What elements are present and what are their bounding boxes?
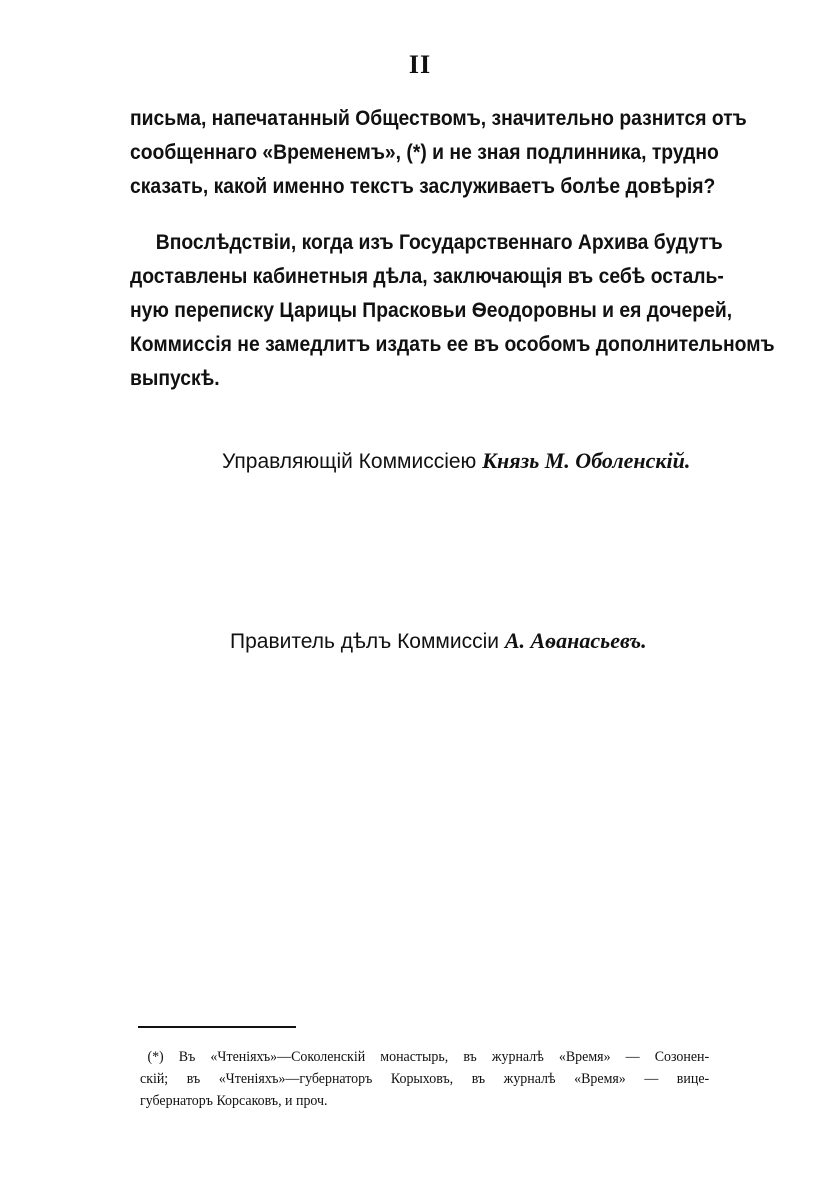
text-line: Коммиссія не замедлитъ издать ее въ особомъ дополнительномъ — [130, 333, 775, 356]
footnote-line: (*) Въ «Чтеніяхъ»—Соколенскій монастырь, въ журналѣ «Время» — Созонен- — [147, 1049, 710, 1065]
signature-role: Правитель дѣлъ Коммиссіи — [230, 630, 499, 653]
paragraph-supplement-notice — [130, 226, 775, 396]
text-line: доставлены кабинетныя дѣла, заключающія въ себѣ осталь- — [130, 265, 724, 288]
text-line: Впослѣдствіи, когда изъ Государственнаго Архива будутъ — [155, 231, 723, 254]
paragraph-continuation — [130, 102, 747, 204]
text-line: ную переписку Царицы Прасковьи Ѳеодоровны и ея дочерей, — [130, 299, 733, 322]
footnote — [140, 1046, 709, 1112]
footnote-line: губернаторъ Корсаковъ, и проч. — [140, 1093, 328, 1109]
text-line: сказать, какой именно текстъ заслуживаетъ болѣе довѣрія? — [130, 175, 716, 198]
text-line: письма, напечатанный Обществомъ, значительно разнится отъ — [130, 107, 747, 130]
text-line: сообщеннаго «Временемъ», (*) и не зная подлинника, трудно — [130, 141, 719, 164]
page-number: II — [408, 50, 432, 79]
signature-name: Князь М. Оболенскій. — [482, 448, 691, 473]
text-line: выпускѣ. — [130, 367, 220, 390]
signature-role: Управляющій Коммиссіею — [222, 450, 477, 473]
signature-director — [222, 448, 690, 474]
signature-name: А. Аѳанасьевъ. — [504, 628, 647, 653]
footnote-line: скій; въ «Чтеніяхъ»—губернаторъ Корыховъ, въ журналѣ «Время» — вице- — [140, 1071, 710, 1087]
signature-secretary — [230, 628, 647, 654]
footnote-divider — [138, 1026, 296, 1028]
